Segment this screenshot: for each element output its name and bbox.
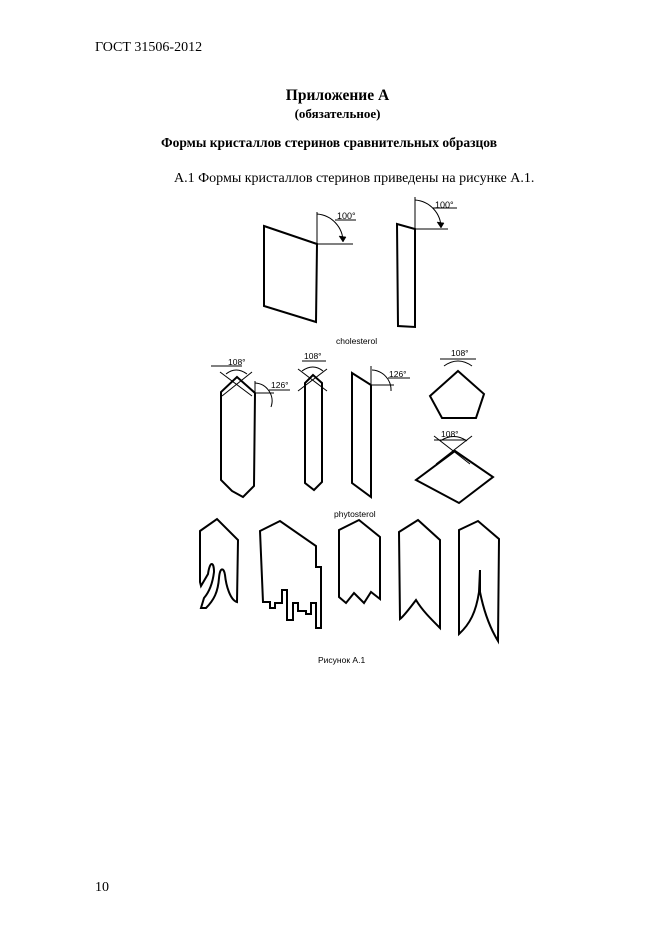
phytosterol-hexagon xyxy=(430,359,484,418)
cholesterol-crystal-2 xyxy=(397,197,457,327)
angle-label: 100° xyxy=(337,211,356,221)
angle-label: 126° xyxy=(271,380,289,390)
phytosterol-diamond xyxy=(416,436,493,503)
angle-label: 100° xyxy=(435,200,454,210)
angle-label: 126° xyxy=(389,369,407,379)
page-number: 10 xyxy=(95,880,109,895)
body-paragraph: А.1 Формы кристаллов стеринов приведены на рисунке А.1. xyxy=(174,171,535,186)
irregular-crystal-2 xyxy=(260,521,321,628)
angle-label: 108° xyxy=(441,429,459,439)
appendix-title: Приложение А xyxy=(285,87,390,104)
angle-label: 108° xyxy=(228,357,246,367)
phytosterol-label: phytosterol xyxy=(334,509,376,519)
irregular-crystal-5 xyxy=(459,521,499,641)
appendix-subtitle: (обязательное) xyxy=(294,106,381,121)
irregular-crystal-3 xyxy=(339,520,380,603)
angle-label: 108° xyxy=(451,348,469,358)
document-header: ГОСТ 31506-2012 xyxy=(95,40,203,55)
irregular-crystal-4 xyxy=(399,520,440,628)
figure-caption: Рисунок А.1 xyxy=(318,655,366,665)
angle-label: 108° xyxy=(304,351,322,361)
phytosterol-crystal-3 xyxy=(352,366,410,497)
phytosterol-crystal-2 xyxy=(298,361,327,490)
cholesterol-label: cholesterol xyxy=(336,336,378,346)
section-title: Формы кристаллов стеринов сравнительных образцов xyxy=(161,135,498,150)
irregular-crystal-1 xyxy=(200,519,238,608)
cholesterol-crystal-1 xyxy=(264,212,356,322)
